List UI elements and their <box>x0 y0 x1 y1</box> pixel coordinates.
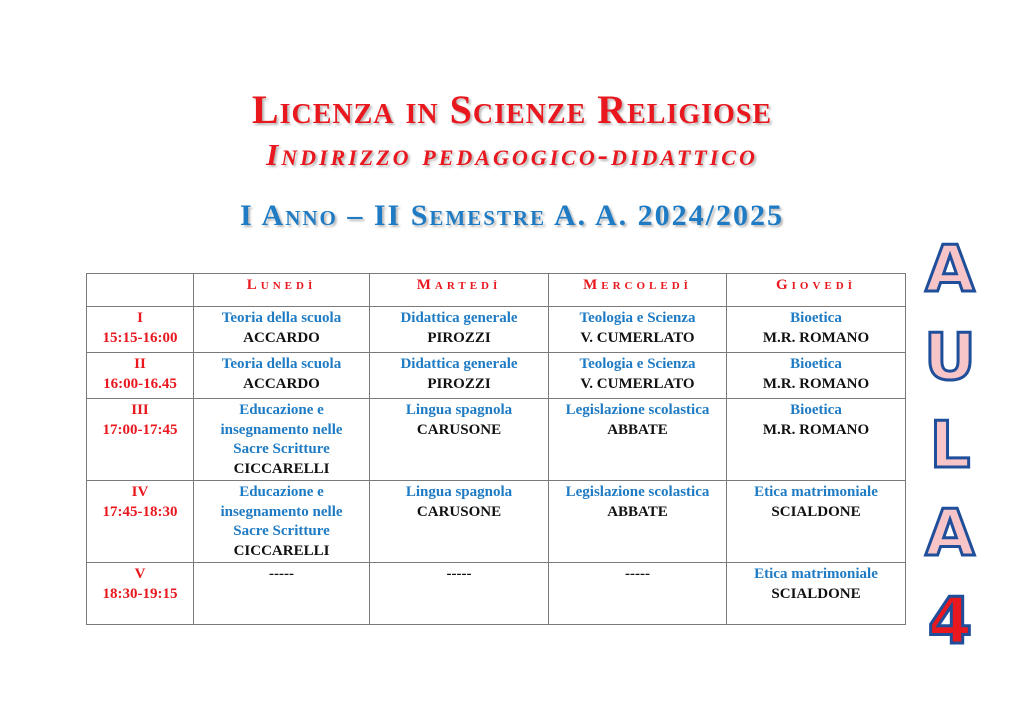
teacher-name: ACCARDO <box>243 329 320 346</box>
teacher-name: SCIALDONE <box>771 503 861 520</box>
subject-name: Bioetica <box>790 402 842 418</box>
slot-time: 16:00-16.45 <box>103 375 177 392</box>
teacher-name: CARUSONE <box>416 503 502 520</box>
teacher-name: PIROZZI <box>427 329 491 346</box>
table-row <box>87 353 906 399</box>
subject-name: Etica matrimoniale <box>754 484 878 500</box>
subject-name: Legislazione scolastica <box>565 402 710 418</box>
subject-name: Bioetica <box>790 310 842 326</box>
empty-lesson-cell <box>370 563 549 625</box>
subject-name: Didattica generale <box>400 356 518 372</box>
slot-time: 17:45-18:30 <box>102 503 178 520</box>
lesson-cell <box>549 481 727 563</box>
no-lesson-dash: ----- <box>446 566 472 582</box>
table-row <box>87 563 906 625</box>
corner-cell <box>87 274 194 307</box>
subject-name: Lingua spagnola <box>405 484 513 500</box>
schedule-table <box>86 273 906 625</box>
subject-name: Teologia e Scienza <box>579 310 696 326</box>
aula-letter: A <box>925 233 975 307</box>
lesson-cell <box>549 307 727 353</box>
lesson-cell <box>194 353 370 399</box>
slot-cell <box>87 307 194 353</box>
day-header-thursday: Giovedì <box>727 274 906 307</box>
day-header-monday: Lunedì <box>194 274 370 307</box>
lesson-cell <box>194 481 370 563</box>
academic-year-line: I Anno – II Semestre A. A. 2024/2025 <box>240 199 784 232</box>
no-lesson-dash: ----- <box>625 566 650 582</box>
teacher-name: CARUSONE <box>416 421 502 438</box>
teacher-name: SCIALDONE <box>771 585 861 602</box>
empty-lesson-cell <box>194 563 370 625</box>
slot-cell <box>87 399 194 481</box>
teacher-name: ACCARDO <box>243 375 320 392</box>
teacher-name: M.R. ROMANO <box>762 421 870 438</box>
table-header-row <box>87 274 906 307</box>
slot-time: 18:30-19:15 <box>102 585 178 602</box>
slot-number: IV <box>131 484 149 500</box>
slot-number: III <box>131 402 149 418</box>
teacher-name: V. CUMERLATO <box>580 329 695 346</box>
aula-letter: U <box>924 321 976 395</box>
aula-letter: L <box>929 409 971 483</box>
subject-name: Teologia e Scienza <box>579 356 696 372</box>
subject-name: Didattica generale <box>400 310 518 326</box>
lesson-cell <box>370 399 549 481</box>
table-row <box>87 481 906 563</box>
subject-name: Educazione e insegnamento nelle Sacre Scritture <box>220 484 343 539</box>
slot-cell <box>87 481 194 563</box>
lesson-cell <box>727 353 906 399</box>
table-row <box>87 399 906 481</box>
lesson-cell <box>727 481 906 563</box>
aula-number: 4 <box>927 585 973 659</box>
slot-number: II <box>134 356 146 372</box>
lesson-cell <box>727 399 906 481</box>
slot-time: 15:15-16:00 <box>102 329 178 346</box>
teacher-name: ABBATE <box>607 421 668 438</box>
lesson-cell <box>549 353 727 399</box>
teacher-name: PIROZZI <box>427 375 491 392</box>
subject-name: Lingua spagnola <box>405 402 513 418</box>
subject-name: Legislazione scolastica <box>565 484 710 500</box>
subject-name: Bioetica <box>790 356 842 372</box>
empty-lesson-cell <box>549 563 727 625</box>
slot-cell <box>87 353 194 399</box>
day-header-wednesday: Mercoledì <box>549 274 727 307</box>
slot-cell <box>87 563 194 625</box>
lesson-cell <box>727 307 906 353</box>
slot-time: 17:00-17:45 <box>102 421 178 438</box>
teacher-name: CICCARELLI <box>233 542 330 559</box>
lesson-cell <box>194 399 370 481</box>
lesson-cell <box>727 563 906 625</box>
subject-name: Teoria della scuola <box>221 310 342 326</box>
lesson-cell <box>549 399 727 481</box>
slot-number: V <box>134 566 146 582</box>
teacher-name: M.R. ROMANO <box>762 375 870 392</box>
table-row <box>87 307 906 353</box>
day-header-tuesday: Martedì <box>370 274 549 307</box>
teacher-name: M.R. ROMANO <box>762 329 870 346</box>
classroom-label <box>915 226 985 666</box>
page-subtitle: Indirizzo pedagogico-didattico <box>266 137 758 172</box>
lesson-cell <box>194 307 370 353</box>
lesson-cell <box>370 353 549 399</box>
subject-name: Teoria della scuola <box>221 356 342 372</box>
subject-name: Etica matrimoniale <box>754 566 878 582</box>
page-title: Licenza in Scienze Religiose <box>251 87 773 132</box>
lesson-cell <box>370 481 549 563</box>
lesson-cell <box>370 307 549 353</box>
teacher-name: ABBATE <box>607 503 668 520</box>
subject-name: Educazione e insegnamento nelle Sacre Scritture <box>220 402 343 457</box>
no-lesson-dash: ----- <box>269 566 294 582</box>
teacher-name: CICCARELLI <box>233 460 330 477</box>
slot-number: I <box>137 310 143 326</box>
teacher-name: V. CUMERLATO <box>580 375 695 392</box>
aula-letter: A <box>925 497 975 571</box>
